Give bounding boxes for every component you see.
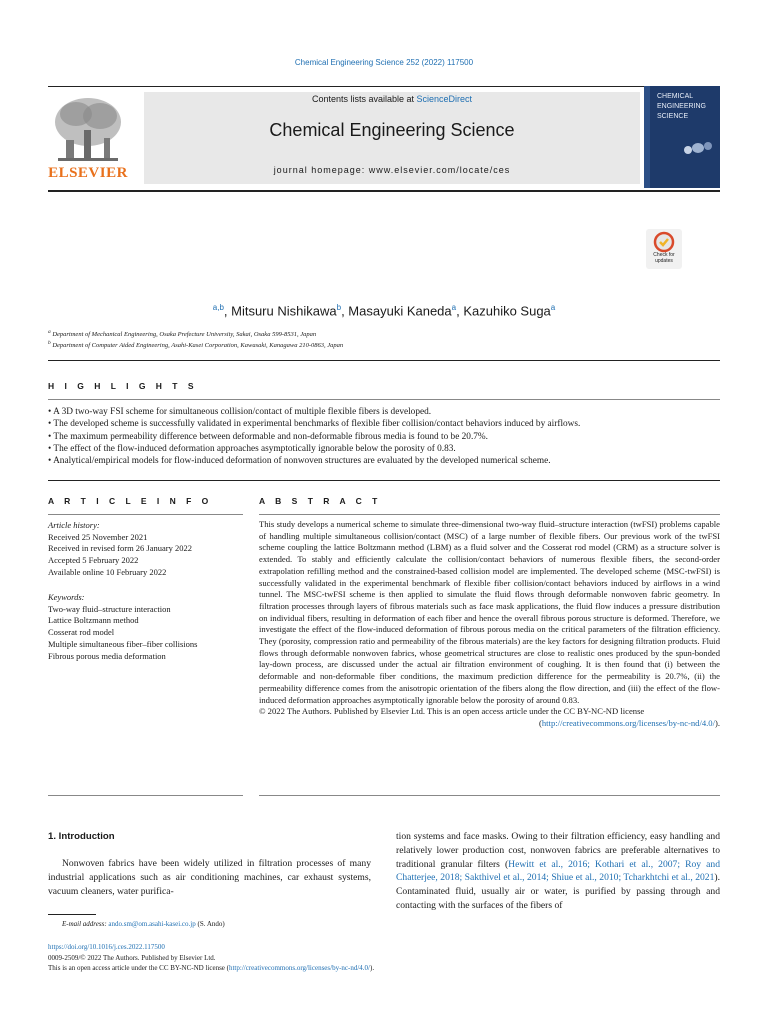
- footnote-divider: [48, 914, 96, 915]
- highlight-item: • The developed scheme is successfully validated in experimental benchmarks of flexible fiber collision/contact behaviors induced by airflows.: [48, 419, 581, 430]
- highlight-item: • The effect of the flow-induced deformation approaches asymptotically ignorable below the porosity of 0.83.: [48, 443, 456, 454]
- open-access-line: This is an open access article under the CC BY-NC-ND license (http://creativecommons.org/licenses/by-nc-nd/4.0/).: [48, 964, 375, 972]
- history-label: Article history:: [48, 520, 100, 530]
- page-footer: [48, 942, 720, 974]
- sciencedirect-link[interactable]: ScienceDirect: [416, 94, 473, 104]
- article-info-heading: A R T I C L E I N F O: [48, 496, 213, 506]
- abstract-body: [259, 519, 720, 730]
- keywords: [48, 592, 243, 662]
- keyword: Multiple simultaneous fiber–fiber collisions: [48, 638, 198, 649]
- highlight-item: • Analytical/empirical models for flow-induced deformation of nonwoven structures are evaluated by the developed numerical scheme.: [48, 456, 551, 467]
- email-link[interactable]: ando.sm@om.asahi-kasei.co.jp: [108, 920, 196, 928]
- author-affiliation-mark[interactable]: b: [336, 303, 342, 312]
- section-divider: [259, 514, 720, 515]
- keyword: Lattice Boltzmann method: [48, 615, 139, 626]
- header-divider: [48, 86, 720, 87]
- abstract-text: This study develops a numerical scheme to simulate three-dimensional two-way fluid–structure interaction (twFSI) problems capable of handling multiple simultaneous collision/contact (MSC) of a large number of flexible fibers. Our previous work of the twFSI scheme coupling the lattice Boltzmann method (LBM) as a fluid solver and the Cosserat rod model (CRM) as a structure solver is extended. To stably and efficiently calculate the collision/contact behaviors of numerous flexible fibers, the second-order extrapolation refilling method and the constrained-based collision model are implemented. The developed scheme (MSC-twFSI) is successfully validated in the experimental benchmark of flexible fiber collision/contact behaviors induced by airflows in a wind tunnel. The MSC-twFSI scheme is then applied to simulate the fluid flows through deformable nonwoven fabric geometry. In filtration processes through layers of fibrous materials such as face mask applications, the fluid flow induces a pressure distribution on individual fibers, resulting in deformation of each fiber and hence the overall fibrous porous structure is deformed. Therefore, we investigate the effect of the flow-induced deformation of fibrous porous media on the critical parameters of the filtration efficiency. They (porosity, compression ratio and permeability of the fibrous materials) are the key factors for designing filtration products. Fluid flows through deformable nonwoven fabrics, whose geometrical structures are close to realistic ones produced by the spun-bonded lay-down process, are discussed under the actual air filtration environment of coughing. It is then found that (i) between the deformable and non-deformable fiber conditions, the maximum prediction difference for the permeability is 20.7%, (ii) the permeability difference comes from the anisotropic orientation of the fibers along the flow direction, and (iii) the effect of the flow-induced deformation approaches asymptotically ignorable below the porosity of around 0.83.: [259, 519, 720, 705]
- keyword: Two-way fluid–structure interaction: [48, 603, 171, 614]
- abstract-heading: A B S T R A C T: [259, 496, 382, 506]
- issn-line: 0009-2509/© 2022 The Authors. Published by Elsevier Ltd.: [48, 953, 216, 962]
- article-history: [48, 520, 243, 579]
- section-divider: [48, 399, 720, 400]
- check-updates-icon: [646, 229, 682, 253]
- author-name[interactable]: Kazuhiko Suga: [463, 303, 551, 319]
- section-divider: [48, 514, 243, 515]
- highlight-item: • The maximum permeability difference between deformable and non-deformable fibrous media is found to be 20.7%.: [48, 431, 488, 442]
- history-item: Available online 10 February 2022: [48, 566, 167, 577]
- license-link-line: (http://creativecommons.org/licenses/by-nc-nd/4.0/).: [539, 717, 720, 728]
- highlights-list: [48, 406, 720, 467]
- author-list: $^{a,b}$, Mitsuru Nishikawa$^b$, Masayuki Kaneda$^a$, Kazuhiko Suga$^a$: [212, 303, 556, 319]
- header-divider-bottom: [48, 190, 720, 192]
- keyword: Fibrous porous media deformation: [48, 650, 166, 661]
- journal-homepage[interactable]: journal homepage: www.elsevier.com/locate/ces: [273, 165, 511, 175]
- keywords-label: Keywords:: [48, 592, 85, 602]
- publisher-name: ELSEVIER: [48, 165, 128, 181]
- introduction-heading: 1. Introduction: [48, 831, 115, 842]
- author-name[interactable]: Masayuki Kaneda: [348, 303, 452, 319]
- journal-citation[interactable]: Chemical Engineering Science 252 (2022) 117500: [294, 58, 474, 67]
- introduction-column-1: Nonwoven fabrics have been widely utilized in filtration processes of many industrial applications such as air conditioning machines, car exhaust systems, vacuum cleaners, water purifica-: [48, 858, 371, 897]
- section-divider: [48, 795, 243, 796]
- doi-link[interactable]: https://doi.org/10.1016/j.ces.2022.117500: [48, 943, 165, 951]
- author-affiliation-mark[interactable]: a: [550, 303, 556, 312]
- section-divider: [259, 795, 720, 796]
- history-item: Received 25 November 2021: [48, 531, 148, 542]
- check-updates-label: Check for updates: [653, 252, 675, 264]
- cover-title: CHEMICAL ENGINEERING SCIENCE: [657, 93, 707, 120]
- reference-links[interactable]: Hewitt et al., 2016; Kothari et al., 2007; Roy and Chatterjee, 2018; Sakthivel et al., 2014; Shiue et al., 2010; Tcharkhtchi et al., 2021: [396, 858, 720, 884]
- affiliation: $^b$ Department of Computer Aided Engineering, Asahi-Kasei Corporation, Kawasaki, Kanagawa 210-0863, Japan: [48, 340, 344, 350]
- journal-name: Chemical Engineering Science: [269, 120, 515, 140]
- keyword: Cosserat rod model: [48, 627, 115, 638]
- contents-line: Contents lists available at ScienceDirect: [311, 94, 473, 104]
- license-link[interactable]: http://creativecommons.org/licenses/by-nc-nd/4.0/: [541, 717, 715, 728]
- history-item: Accepted 5 February 2022: [48, 555, 139, 566]
- history-item: Received in revised form 26 January 2022: [48, 543, 192, 554]
- section-divider: [48, 360, 720, 361]
- highlights-heading: H I G H L I G H T S: [48, 381, 198, 391]
- license-statement: © 2022 The Authors. Published by Elsevier Ltd. This is an open access article under the CC BY-NC-ND license: [259, 706, 645, 717]
- author-affiliation-mark[interactable]: a: [451, 303, 457, 312]
- license-link[interactable]: http://creativecommons.org/licenses/by-nc-nd/4.0/: [228, 964, 370, 972]
- corresponding-email: E-mail address: ando.sm@om.asahi-kasei.co.jp (S. Ando): [62, 920, 225, 928]
- affiliation: $^a$ Department of Mechanical Engineering, Osaka Prefecture University, Sakai, Osaka 599-8531, Japan: [48, 329, 317, 339]
- introduction-column-2: tion systems and face masks. Owing to their filtration efficiency, easy handling and relatively lower production cost, nonwoven fabrics are preferable alternatives to traditional granular filters (Hewitt et al., 2016; Kothari et al., 2007; Roy and Chatterjee, 2018; Sakthivel et al., 2014; Shiue et al., 2010; Tcharkhtchi et al., 2021). Contaminated fluid, usually air or water, is purified by passing through and contacting with the surfaces of the fibers of: [396, 831, 720, 911]
- author-affiliation-mark[interactable]: a,b: [212, 303, 224, 312]
- author-name[interactable]: Mitsuru Nishikawa: [231, 303, 337, 319]
- highlight-item: • A 3D two-way FSI scheme for simultaneous collision/contact of multiple flexible fibers is developed.: [48, 407, 432, 417]
- section-divider: [48, 480, 720, 481]
